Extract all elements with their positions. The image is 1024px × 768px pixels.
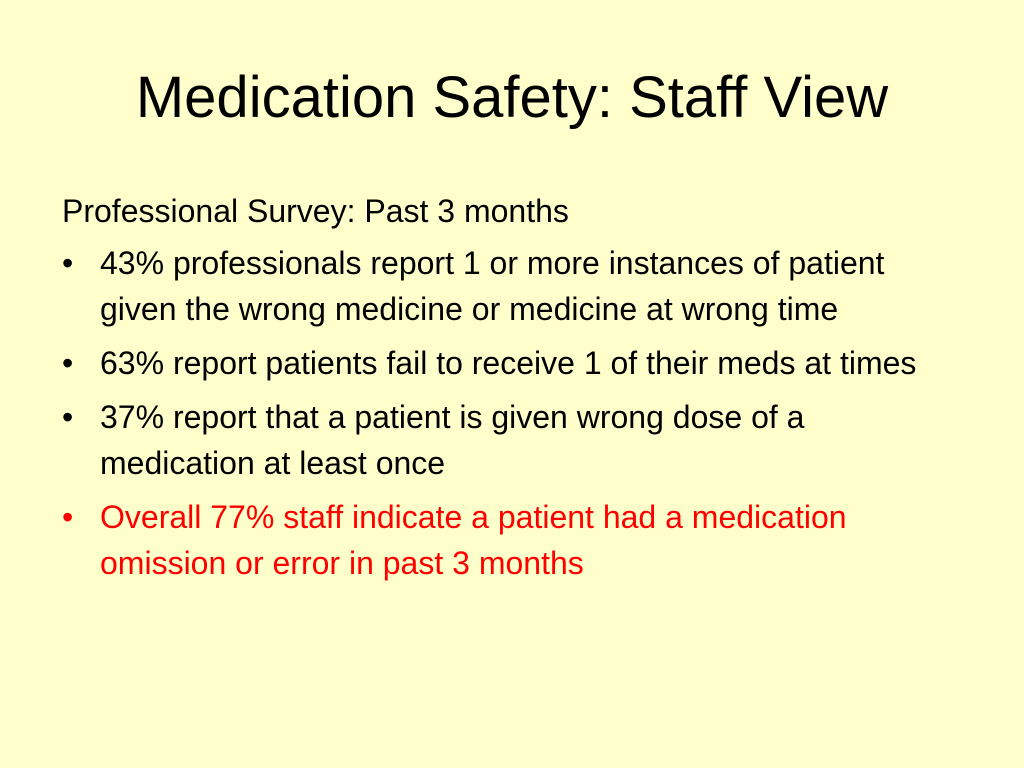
bullet-list xyxy=(62,240,962,586)
bullet-marker-icon: • xyxy=(62,399,74,435)
bullet-marker-icon: • xyxy=(62,499,74,535)
slide-body xyxy=(62,188,962,594)
bullet-marker-icon: • xyxy=(62,345,74,381)
bullet-text: Overall 77% staff indicate a patient had a medication omission or error in past 3 months xyxy=(100,499,847,581)
bullet-text: 43% professionals report 1 or more instances of patient given the wrong medicine or medicine at wrong time xyxy=(100,245,885,327)
bullet-text: 63% report patients fail to receive 1 of their meds at times xyxy=(100,345,917,381)
bullet-text: 37% report that a patient is given wrong dose of a medication at least once xyxy=(100,399,805,481)
bullet-marker-icon: • xyxy=(62,245,74,281)
bullet-item-highlight xyxy=(62,494,962,586)
bullet-item xyxy=(62,394,962,486)
bullet-item xyxy=(62,240,962,332)
bullet-item xyxy=(62,340,962,386)
slide-subtitle: Professional Survey: Past 3 months xyxy=(62,193,569,229)
slide-title: Medication Safety: Staff View xyxy=(135,65,889,130)
